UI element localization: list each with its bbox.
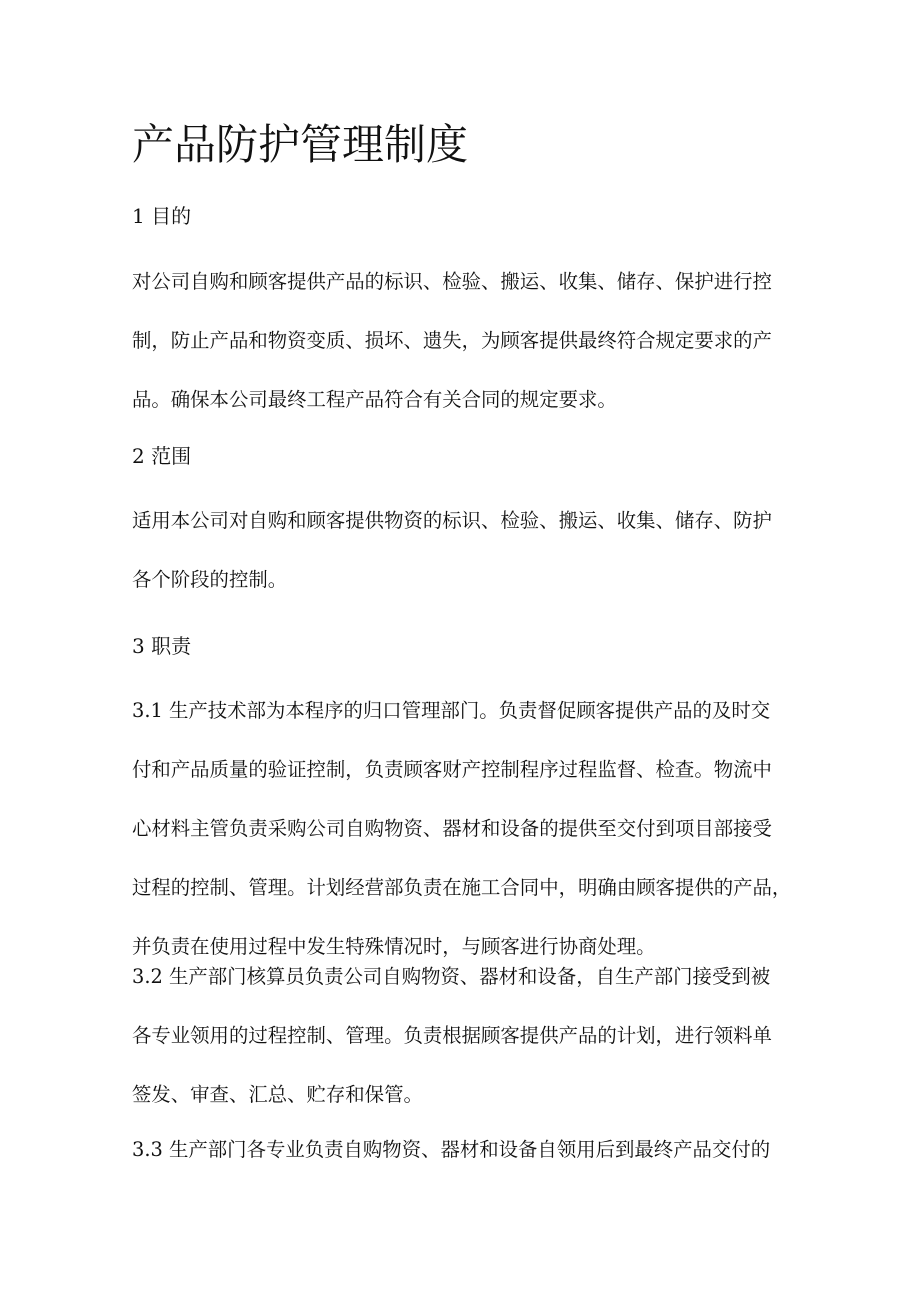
- paragraph-line: 各专业领用的过程控制、管理。负责根据顾客提供产品的计划，进行领料单: [132, 1024, 772, 1047]
- paragraph-line: 各个阶段的控制。: [132, 568, 288, 591]
- paragraph-purpose: [132, 270, 798, 414]
- paragraph-responsibility-3-3: [132, 1138, 798, 1164]
- paragraph-line: 3.2 生产部门核算员负责公司自购物资、器材和设备，自生产部门接受到被: [132, 965, 771, 988]
- paragraph-responsibility-3-2: [132, 965, 798, 1109]
- paragraph-line: 品。确保本公司最终工程产品符合有关合同的规定要求。: [132, 388, 617, 411]
- section-heading-responsibilities: 3 职责: [132, 634, 192, 658]
- document-title: 产品防护管理制度: [132, 120, 469, 169]
- paragraph-line: 适用本公司对自购和顾客提供物资的标识、检验、搬运、收集、储存、防护: [132, 509, 772, 532]
- paragraph-line: 签发、审查、汇总、贮存和保管。: [132, 1083, 423, 1106]
- paragraph-line: 制，防止产品和物资变质、损坏、遗失，为顾客提供最终符合规定要求的产: [132, 329, 772, 352]
- paragraph-line: 对公司自购和顾客提供产品的标识、检验、搬运、收集、储存、保护进行控: [132, 270, 772, 293]
- paragraph-responsibility-3-1: [132, 699, 798, 961]
- paragraph-line: 3.1 生产技术部为本程序的归口管理部门。负责督促顾客提供产品的及时交: [132, 699, 771, 722]
- paragraph-line: 过程的控制、管理。计划经营部负责在施工合同中，明确由顾客提供的产品，: [132, 876, 792, 899]
- paragraph-line: 心材料主管负责采购公司自购物资、器材和设备的提供至交付到项目部接受: [132, 817, 772, 840]
- paragraph-line: 3.3 生产部门各专业负责自购物资、器材和设备自领用后到最终产品交付的: [132, 1138, 771, 1161]
- section-heading-purpose: 1 目的: [132, 204, 192, 228]
- paragraph-scope: [132, 509, 798, 594]
- section-heading-scope: 2 范围: [132, 444, 192, 468]
- paragraph-line: 并负责在使用过程中发生特殊情况时，与顾客进行协商处理。: [132, 935, 656, 958]
- paragraph-line: 付和产品质量的验证控制，负责顾客财产控制程序过程监督、检查。物流中: [132, 758, 772, 781]
